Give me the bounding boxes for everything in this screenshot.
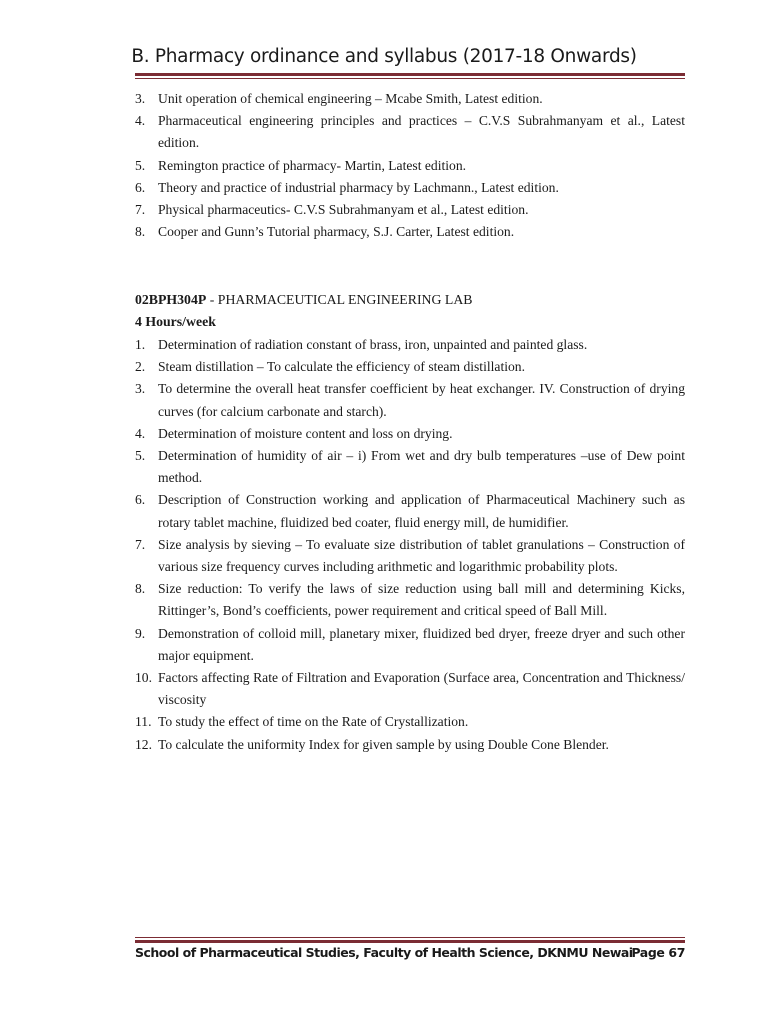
item-text: Demonstration of colloid mill, planetary mixer, fluidized bed dryer, freeze dryer and such other major equipment. bbox=[158, 625, 685, 663]
item-text: Size reduction: To verify the laws of size reduction using ball mill and determining Kicks, Rittinger’s, Bond’s coefficients, power requirement and critical speed of Ball Mill. bbox=[158, 581, 685, 619]
list-item bbox=[135, 734, 685, 756]
footer-rule-thin bbox=[135, 937, 685, 938]
list-item bbox=[135, 88, 685, 110]
item-text: Theory and practice of industrial pharmacy by Lachmann., Latest edition. bbox=[158, 179, 559, 195]
section-heading bbox=[135, 289, 473, 311]
item-text: Determination of radiation constant of brass, iron, unpainted and painted glass. bbox=[158, 337, 588, 352]
list-item bbox=[135, 199, 685, 221]
list-item bbox=[135, 423, 685, 445]
item-text: Physical pharmaceutics- C.V.S Subrahmanyam et al., Latest edition. bbox=[158, 202, 529, 218]
item-number: 9. bbox=[135, 625, 146, 641]
item-text: To study the effect of time on the Rate of Crystallization. bbox=[158, 714, 469, 730]
section-title: - PHARMACEUTICAL ENGINEERING LAB bbox=[206, 292, 473, 307]
item-text: Cooper and Gunn’s Tutorial pharmacy, S.J. Carter, Latest edition. bbox=[158, 224, 515, 240]
item-number: 8. bbox=[135, 581, 146, 597]
item-text: Remington practice of pharmacy- Martin, Latest edition. bbox=[158, 157, 467, 173]
item-text: Determination of humidity of air – i) From wet and dry bulb temperatures –use of Dew point method. bbox=[158, 448, 685, 486]
item-number: 12. bbox=[135, 736, 152, 752]
list-item bbox=[135, 110, 685, 154]
item-number: 7. bbox=[135, 202, 146, 218]
item-number: 10. bbox=[135, 670, 152, 686]
item-number: 4. bbox=[135, 113, 146, 129]
reference-list bbox=[135, 88, 685, 243]
footer-rule-thick bbox=[135, 940, 685, 943]
item-text: Determination of moisture content and loss on drying. bbox=[158, 425, 453, 441]
experiment-list bbox=[135, 334, 685, 756]
list-item bbox=[135, 334, 685, 356]
list-item bbox=[135, 221, 685, 243]
item-text: Factors affecting Rate of Filtration and Evaporation (Surface area, Concentration and Thickness/ viscosity bbox=[158, 670, 685, 708]
list-item bbox=[135, 711, 685, 733]
item-text: To calculate the uniformity Index for given sample by using Double Cone Blender. bbox=[158, 736, 609, 752]
footer-institution: School of Pharmaceutical Studies, Faculty of Health Science, DKNMU Newai bbox=[135, 945, 633, 960]
list-item bbox=[135, 667, 685, 711]
item-number: 4. bbox=[135, 425, 146, 441]
item-text: Size analysis by sieving – To evaluate size distribution of tablet granulations – Construction of various size frequency curves including arithmetic and logarithmic probability plots. bbox=[158, 536, 685, 575]
item-number: 3. bbox=[135, 91, 146, 106]
item-number: 11. bbox=[135, 714, 152, 730]
section-code: 02BPH304P bbox=[135, 292, 207, 307]
list-item bbox=[135, 534, 685, 578]
list-item bbox=[135, 623, 685, 667]
item-text: Description of Construction working and application of Pharmaceutical Machinery such as rotary tablet machine, fluidized bed coater, fluid energy mill, de humidifier. bbox=[158, 492, 685, 530]
header-title: B. Pharmacy ordinance and syllabus (2017-18 Onwards) bbox=[131, 46, 637, 67]
page-number: Page 67 bbox=[631, 945, 685, 960]
item-text: To determine the overall heat transfer coefficient by heat exchanger. IV. Construction of drying curves (for calcium carbonate and starch). bbox=[158, 381, 685, 419]
list-item bbox=[135, 356, 685, 378]
item-number: 2. bbox=[135, 359, 146, 375]
item-number: 3. bbox=[135, 381, 146, 397]
list-item bbox=[135, 578, 685, 622]
header-rule-thick bbox=[135, 73, 685, 76]
list-item bbox=[135, 489, 685, 533]
item-number: 5. bbox=[135, 157, 146, 173]
item-number: 8. bbox=[135, 224, 146, 240]
header-rule-thin bbox=[135, 78, 685, 79]
item-text: Unit operation of chemical engineering – Mcabe Smith, Latest edition. bbox=[158, 91, 543, 106]
list-item bbox=[135, 155, 685, 177]
item-number: 1. bbox=[135, 337, 146, 352]
item-number: 6. bbox=[135, 179, 146, 195]
item-text: Steam distillation – To calculate the efficiency of steam distillation. bbox=[158, 359, 525, 375]
list-item bbox=[135, 445, 685, 489]
item-number: 7. bbox=[135, 536, 146, 552]
list-item bbox=[135, 177, 685, 199]
section-hours: 4 Hours/week bbox=[135, 314, 216, 329]
item-text: Pharmaceutical engineering principles and practices – C.V.S Subrahmanyam et al., Latest edition. bbox=[158, 113, 685, 151]
list-item bbox=[135, 378, 685, 422]
item-number: 6. bbox=[135, 492, 146, 508]
item-number: 5. bbox=[135, 448, 146, 464]
